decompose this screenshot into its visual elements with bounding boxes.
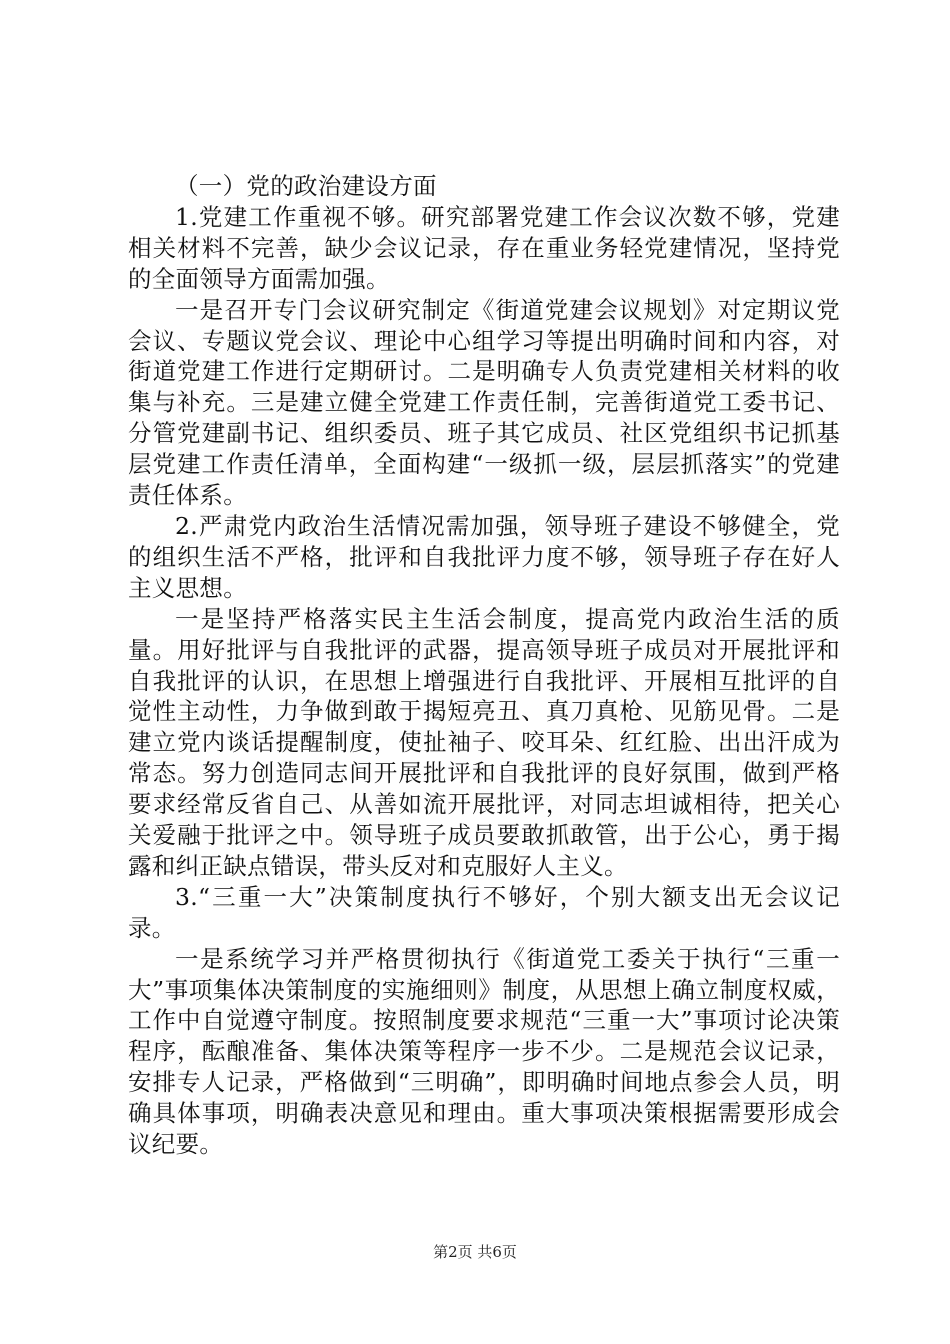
paragraph-measures-1: 一是召开专门会议研究制定《街道党建会议规划》对定期议党会议、专题议党会议、理论中心组学习等提出明确时间和内容，对街道党建工作进行定期研讨。二是明确专人负责党建相关材料的收集与补充。三是建立健全党建工作责任制，完善街道党工委书记、分管党建副书记、组织委员、班子其它成员、社区党组织书记抓基层党建工作责任清单，全面构建“一级抓一级，层层抓落实”的党建责任体系。 <box>128 295 840 510</box>
paragraph-issue-1: 1.党建工作重视不够。研究部署党建工作会议次数不够，党建相关材料不完善，缺少会议记录，存在重业务轻党建情况，坚持党的全面领导方面需加强。 <box>128 202 840 293</box>
paragraph-issue-3: 3.“三重一大”决策制度执行不够好，个别大额支出无会议记录。 <box>128 882 840 942</box>
paragraph-measures-2: 一是坚持严格落实民主生活会制度，提高党内政治生活的质量。用好批评与自我批评的武器，提高领导班子成员对开展批评和自我批评的认识，在思想上增强进行自我批评、开展相互批评的自觉性主动性，力争做到敢于揭短亮丑、真刀真枪、见筋见骨。二是建立党内谈话提醒制度，使扯袖子、咬耳朵、红红脸、出出汗成为常态。努力创造同志间开展批评和自我批评的良好氛围，做到严格要求经常反省自己、从善如流开展批评，对同志坦诚相待，把关心关爱融于批评之中。领导班子成员要敢抓敢管，出于公心，勇于揭露和纠正缺点错误，带头反对和克服好人主义。 <box>128 604 840 880</box>
section-heading: （一）党的政治建设方面 <box>175 172 437 200</box>
document-body <box>128 171 840 1160</box>
paragraph-measures-3: 一是系统学习并严格贯彻执行《街道党工委关于执行“三重一大”事项集体决策制度的实施细则》制度，从思想上确立制度权威，工作中自觉遵守制度。按照制度要求规范“三重一大”事项讨论决策程序，酝酿准备、集体决策等程序一步不少。二是规范会议记录，安排专人记录，严格做到“三明确”，即明确时间地点参会人员，明确具体事项，明确表决意见和理由。重大事项决策根据需要形成会议纪要。 <box>128 944 840 1159</box>
page-indicator: 第2页 共6页 <box>433 1243 517 1261</box>
paragraph-issue-2: 2.严肃党内政治生活情况需加强，领导班子建设不够健全，党的组织生活不严格，批评和自我批评力度不够，领导班子存在好人主义思想。 <box>128 511 840 602</box>
page-footer <box>0 1241 950 1262</box>
